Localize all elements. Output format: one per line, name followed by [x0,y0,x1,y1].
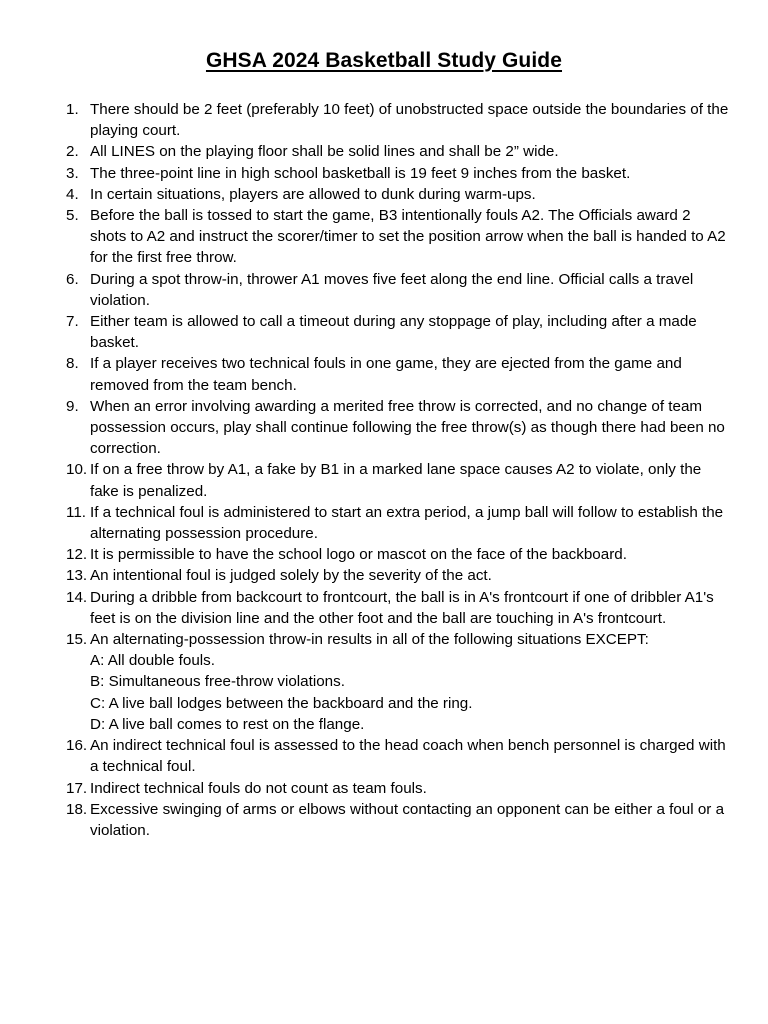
question-number: 15. [66,631,88,649]
question-body [90,269,730,311]
question-text: If a player receives two technical fouls in one game, they are ejected from the game and removed from the team bench. [90,355,682,394]
question-item [66,184,730,205]
question-number: 16. [66,737,88,755]
question-body [90,184,730,205]
question-text: An indirect technical foul is assessed to the head coach when bench personnel is charged with a technical foul. [90,737,726,776]
question-item [66,141,730,162]
question-text: When an error involving awarding a merited free throw is corrected, and no change of team possession occurs, play shall continue following the free throw(s) as though there had been no correction. [90,397,725,458]
question-text: During a dribble from backcourt to frontcourt, the ball is in A's frontcourt if one of dribbler A1's feet is on the division line and the other foot and the ball are touching in A's frontcourt. [90,588,714,627]
question-text: There should be 2 feet (preferably 10 feet) of unobstructed space outside the boundaries of the playing court. [90,101,729,140]
question-item [66,459,730,501]
question-number: 7. [66,313,79,331]
question-text: If a technical foul is administered to start an extra period, a jump ball will follow to establish the alternating possession procedure. [90,503,724,543]
question-item [66,565,730,586]
question-number: 13. [66,567,88,585]
question-item [66,544,730,565]
question-item [66,205,730,269]
question-body [90,141,730,162]
answer-option: B: Simultaneous free-throw violations. [90,673,345,691]
question-text: The three-point line in high school basketball is 19 feet 9 inches from the basket. [90,164,631,182]
question-number: 14. [66,588,88,606]
question-number: 6. [66,270,79,288]
question-body [90,353,730,395]
question-item [66,396,730,460]
question-number: 2. [66,143,79,161]
question-text: Indirect technical fouls do not count as team fouls. [90,779,427,797]
question-body [90,502,730,544]
question-body [90,99,730,141]
question-list [66,99,730,841]
question-text: If on a free throw by A1, a fake by B1 in a marked lane space causes A2 to violate, only the fake is penalized. [90,461,702,500]
question-text: In certain situations, players are allowed to dunk during warm-ups. [90,185,536,203]
question-text: Either team is allowed to call a timeout during any stoppage of play, including after a made basket. [90,313,697,352]
question-body [90,565,730,586]
question-number: 18. [66,800,88,818]
question-item [66,353,730,395]
question-body [90,544,730,565]
question-number: 12. [66,546,88,564]
question-body [90,459,730,501]
question-text: Before the ball is tossed to start the game, B3 intentionally fouls A2. The Officials award 2 shots to A2 and instruct the scorer/timer to set the position arrow when the ball is handed to A2 for the first free throw. [90,207,726,267]
question-item [66,269,730,311]
question-body [90,205,730,269]
question-number: 11. [66,503,86,521]
question-number: 1. [66,101,79,118]
answer-option: A: All double fouls. [90,652,215,670]
question-body [90,778,730,799]
question-number: 5. [66,207,79,225]
question-item [66,163,730,184]
question-body [90,163,730,184]
question-number: 8. [66,355,79,373]
question-item [66,502,730,544]
question-item [66,735,730,777]
question-body [90,735,730,777]
question-number: 17. [66,779,88,797]
question-text: During a spot throw-in, thrower A1 moves five feet along the end line. Official calls a travel violation. [90,270,694,309]
question-item [66,778,730,799]
question-number: 4. [66,185,79,203]
question-item [66,311,730,353]
question-text: Excessive swinging of arms or elbows without contacting an opponent can be either a foul or a violation. [90,800,725,839]
question-body [90,396,730,460]
answer-option: D: A live ball comes to rest on the flange. [90,715,365,733]
question-body [90,587,730,629]
question-text: An alternating-possession throw-in results in all of the following situations EXCEPT: [90,631,649,649]
question-text: All LINES on the playing floor shall be solid lines and shall be 2” wide. [90,143,559,161]
question-number: 10. [66,461,88,479]
question-body [90,629,730,735]
question-body [90,311,730,353]
question-text: It is permissible to have the school logo or mascot on the face of the backboard. [90,546,627,564]
document-title: GHSA 2024 Basketball Study Guide [205,49,563,72]
question-item [66,799,730,841]
question-number: 3. [66,164,79,182]
question-number: 9. [66,397,79,415]
question-item [66,587,730,629]
question-item [66,99,730,141]
question-item [66,629,730,735]
question-body [90,799,730,841]
question-text: An intentional foul is judged solely by the severity of the act. [90,567,492,585]
answer-option: C: A live ball lodges between the backboard and the ring. [90,694,473,712]
